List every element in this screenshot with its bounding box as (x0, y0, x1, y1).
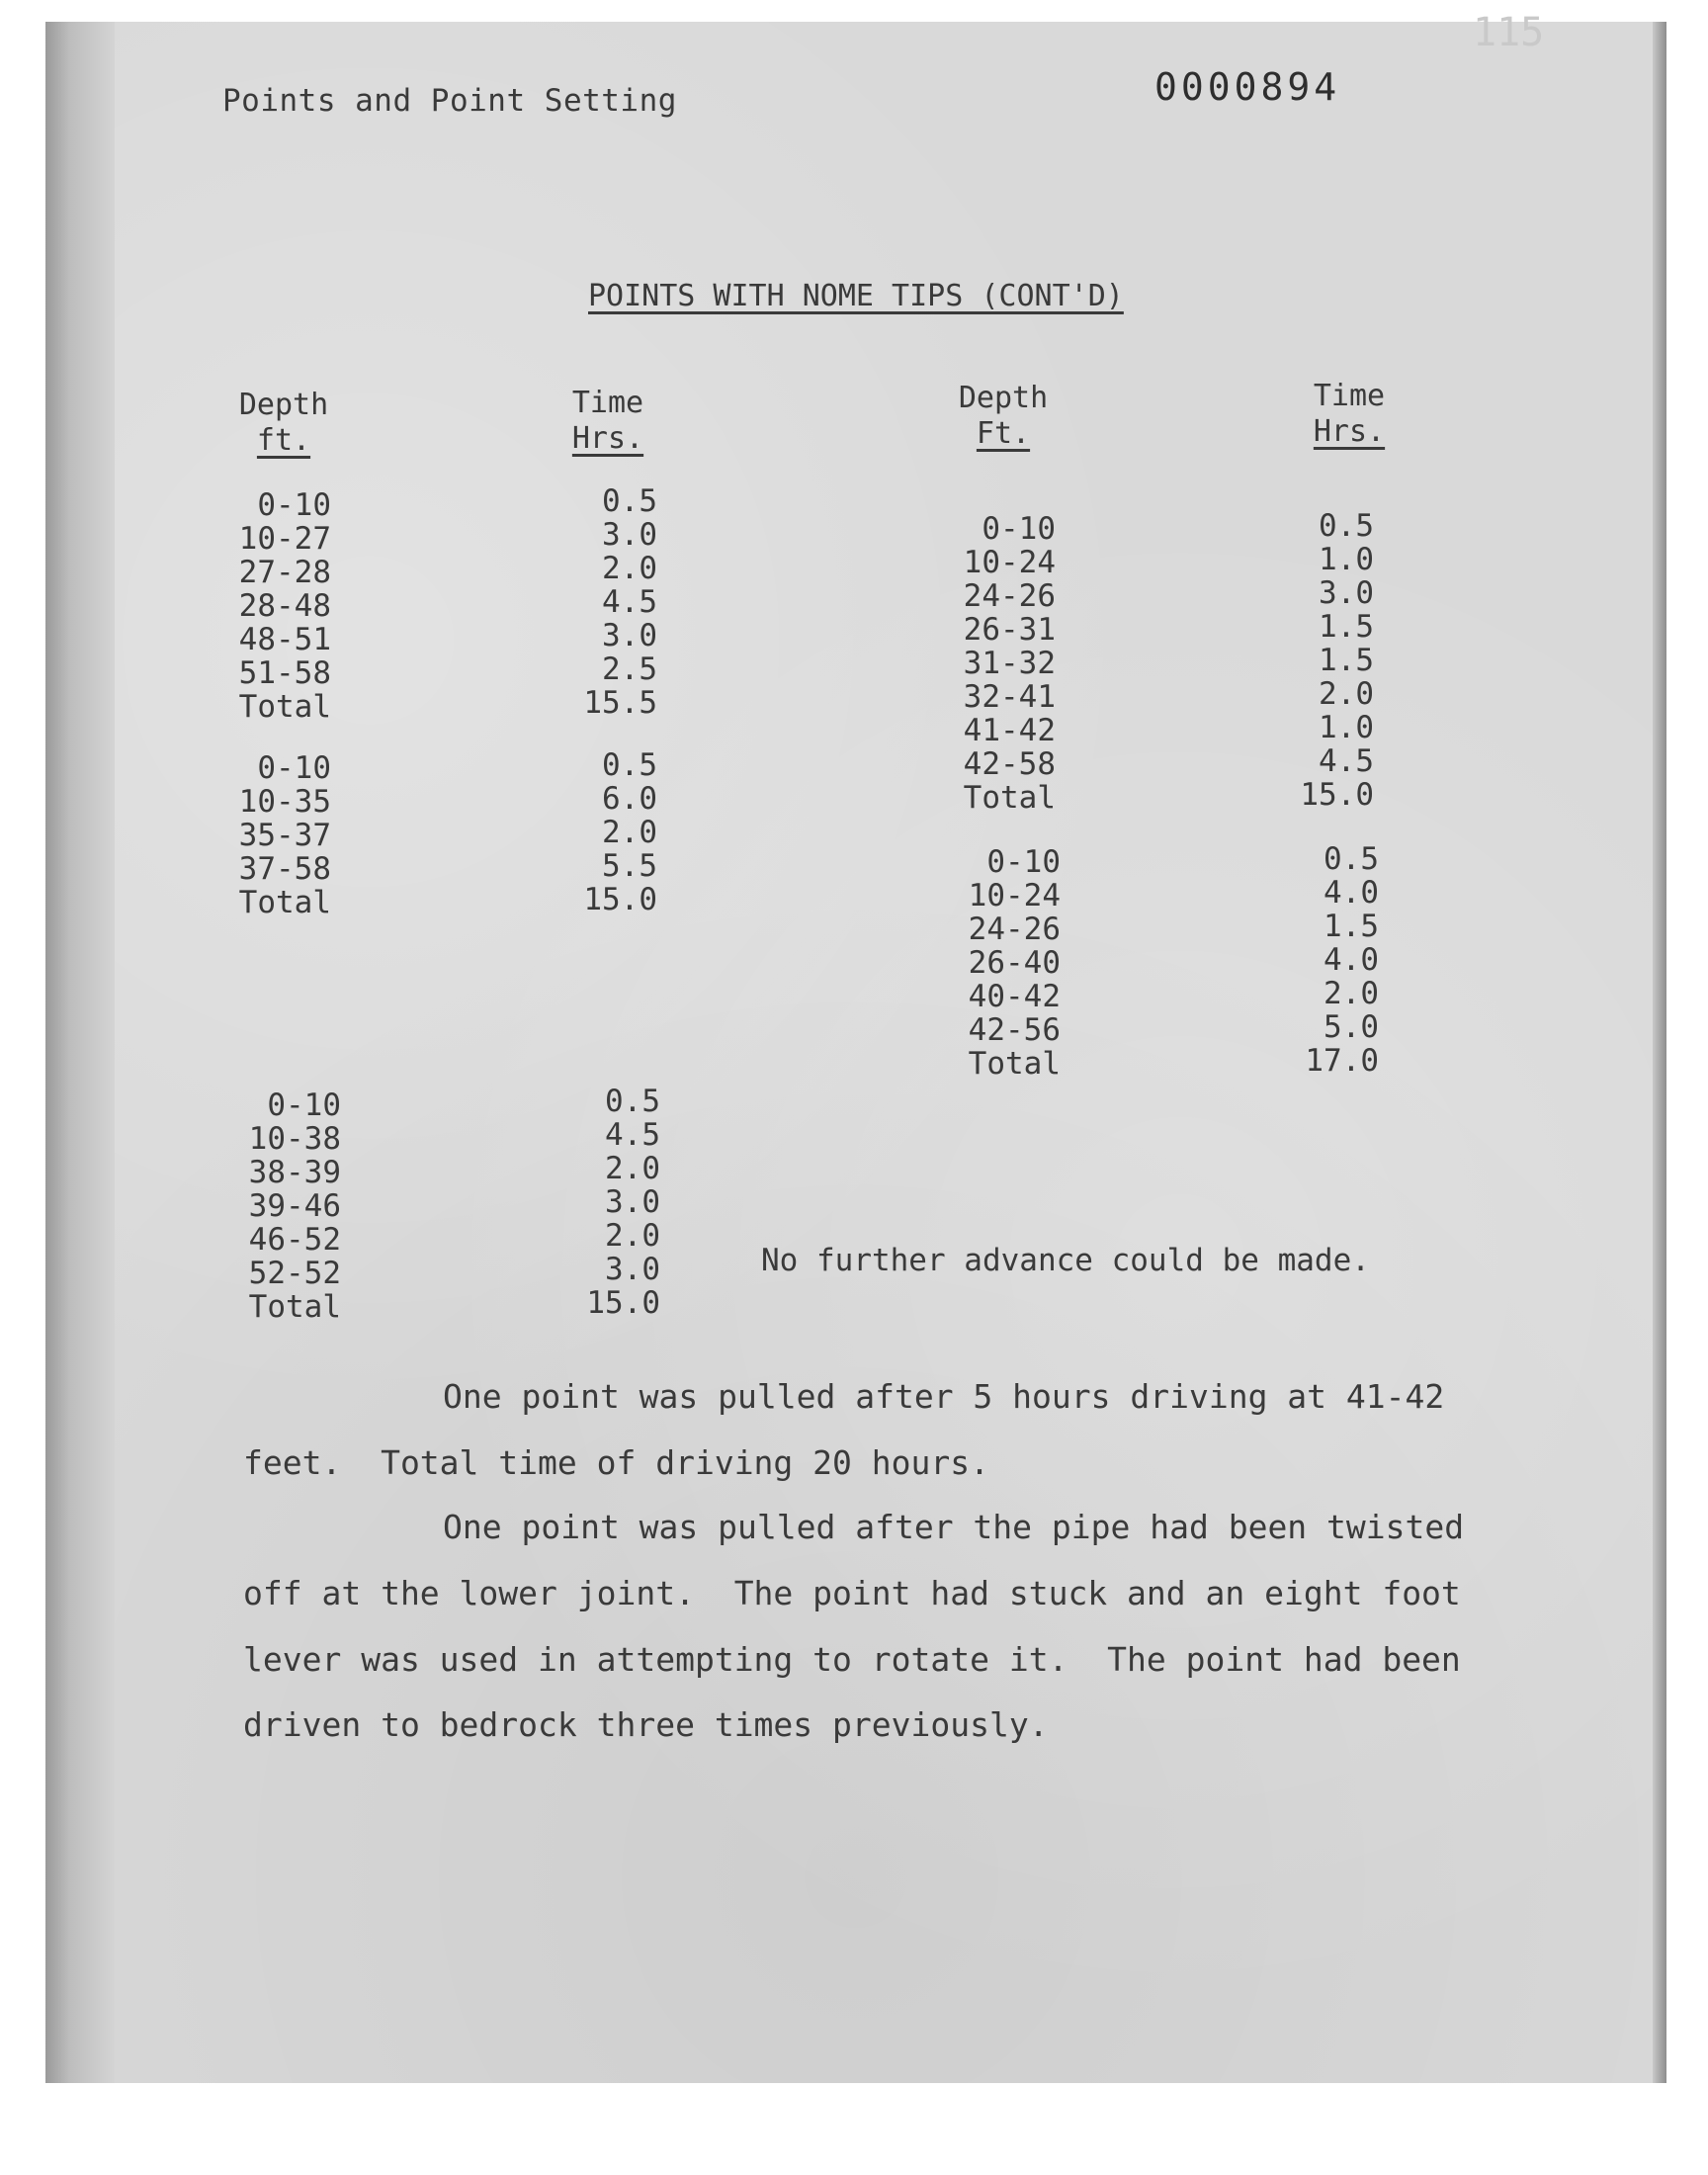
left-group-1-depths (193, 488, 331, 724)
time-cell: 2.0 (602, 551, 657, 586)
depth-cell: 0-10 (982, 511, 1056, 547)
total-label: Total (238, 885, 331, 920)
time-cell: 3.0 (1319, 575, 1374, 611)
time-cell: 4.0 (1324, 875, 1379, 911)
right-time-header-unit: Hrs. (1313, 414, 1386, 449)
left-group-2-depths (193, 751, 331, 919)
depth-cell: 26-31 (963, 612, 1056, 648)
depth-cell: 46-52 (248, 1222, 341, 1258)
total-value: 15.0 (586, 1285, 660, 1321)
depth-cell: 40-42 (968, 979, 1061, 1014)
time-cell: 3.0 (605, 1184, 660, 1220)
depth-cell: 0-10 (986, 844, 1061, 880)
time-cell: 3.0 (602, 618, 657, 653)
depth-cell: 0-10 (257, 750, 331, 786)
document-number: 0000894 (1154, 65, 1341, 109)
depth-cell: 52-52 (248, 1256, 341, 1291)
depth-cell: 38-39 (248, 1155, 341, 1190)
depth-cell: 0-10 (257, 487, 331, 523)
total-value: 15.0 (1300, 777, 1374, 813)
total-value: 15.0 (583, 882, 657, 917)
time-cell: 2.0 (605, 1218, 660, 1254)
depth-cell: 24-26 (968, 912, 1061, 947)
left-group-3-times (561, 1085, 660, 1320)
paragraph-2-line: lever was used in attempting to rotate it. The point had been (243, 1640, 1461, 1679)
total-label: Total (963, 780, 1056, 816)
depth-cell: 10-24 (968, 878, 1061, 914)
left-group-1-times (558, 484, 657, 720)
time-cell: 4.5 (1319, 743, 1374, 779)
time-cell: 1.5 (1319, 609, 1374, 645)
time-cell: 2.0 (1324, 976, 1379, 1011)
time-cell: 0.5 (602, 483, 657, 519)
depth-cell: 28-48 (238, 588, 331, 624)
total-label: Total (968, 1046, 1061, 1082)
time-cell: 2.0 (1319, 676, 1374, 712)
left-depth-header (219, 388, 348, 459)
time-cell: 1.0 (1319, 710, 1374, 745)
corner-page-number: 115 (1473, 10, 1545, 55)
time-cell: 0.5 (605, 1084, 660, 1119)
time-cell: 0.5 (1324, 841, 1379, 877)
depth-cell: 24-26 (963, 578, 1056, 614)
left-depth-header-unit: ft. (256, 423, 311, 458)
right-depth-header-unit: Ft. (976, 416, 1031, 451)
left-time-header-line1: Time (571, 386, 644, 420)
right-group-1-depths (917, 512, 1056, 815)
right-depth-header (939, 381, 1068, 452)
time-cell: 5.5 (602, 848, 657, 884)
time-cell: 3.0 (605, 1252, 660, 1287)
time-cell: 0.5 (1319, 508, 1374, 544)
right-depth-header-line1: Depth (958, 381, 1049, 415)
right-time-header-line1: Time (1313, 379, 1386, 413)
total-value: 15.5 (583, 685, 657, 721)
depth-cell: 10-35 (238, 784, 331, 820)
document-page (45, 22, 1666, 2083)
right-group-2-depths (922, 845, 1061, 1081)
depth-cell: 35-37 (238, 818, 331, 853)
paragraph-2-line: off at the lower joint. The point had stuck and an eight foot (243, 1574, 1461, 1612)
time-cell: 4.5 (602, 584, 657, 620)
paragraph-2-line: driven to bedrock three times previously. (243, 1705, 1049, 1744)
depth-cell: 41-42 (963, 713, 1056, 748)
left-group-2-times (558, 748, 657, 916)
time-cell: 1.5 (1324, 909, 1379, 944)
depth-cell: 10-38 (248, 1121, 341, 1157)
total-label: Total (248, 1289, 341, 1325)
paragraph-2-line: One point was pulled after the pipe had been twisted (443, 1508, 1465, 1546)
depth-cell: 48-51 (238, 622, 331, 657)
time-cell: 5.0 (1324, 1009, 1379, 1045)
time-cell: 6.0 (602, 781, 657, 817)
total-label: Total (238, 689, 331, 725)
depth-cell: 10-27 (238, 521, 331, 557)
depth-cell: 42-58 (963, 746, 1056, 782)
section-title: POINTS WITH NOME TIPS (CONT'D) (588, 279, 1124, 313)
depth-cell: 26-40 (968, 945, 1061, 981)
right-group-2-times (1280, 842, 1379, 1078)
time-cell: 3.0 (602, 517, 657, 553)
depth-cell: 32-41 (963, 679, 1056, 715)
time-cell: 4.0 (1324, 942, 1379, 978)
time-cell: 1.0 (1319, 542, 1374, 577)
no-advance-note: No further advance could be made. (761, 1243, 1370, 1278)
depth-cell: 42-56 (968, 1012, 1061, 1048)
depth-cell: 37-58 (238, 851, 331, 887)
right-group-1-times (1275, 509, 1374, 812)
time-cell: 0.5 (602, 747, 657, 783)
page-left-shadow (45, 22, 115, 2083)
time-cell: 2.0 (602, 815, 657, 850)
page-right-edge (1653, 22, 1666, 2083)
depth-cell: 31-32 (963, 646, 1056, 681)
paragraph-1-line: One point was pulled after 5 hours driving at 41-42 (443, 1377, 1445, 1416)
time-cell: 2.0 (605, 1151, 660, 1186)
depth-cell: 10-24 (963, 545, 1056, 580)
depth-cell: 51-58 (238, 655, 331, 691)
left-depth-header-line1: Depth (238, 388, 329, 422)
time-cell: 2.5 (602, 652, 657, 687)
depth-cell: 39-46 (248, 1188, 341, 1224)
depth-cell: 27-28 (238, 555, 331, 590)
paragraph-1-line: feet. Total time of driving 20 hours. (243, 1443, 989, 1482)
left-time-header-unit: Hrs. (571, 421, 644, 456)
total-value: 17.0 (1305, 1043, 1379, 1079)
running-head: Points and Point Setting (222, 83, 677, 119)
right-time-header (1295, 379, 1404, 450)
depth-cell: 0-10 (267, 1088, 341, 1123)
left-time-header (554, 386, 662, 457)
time-cell: 4.5 (605, 1117, 660, 1153)
time-cell: 1.5 (1319, 643, 1374, 678)
left-group-3-depths (203, 1088, 341, 1324)
